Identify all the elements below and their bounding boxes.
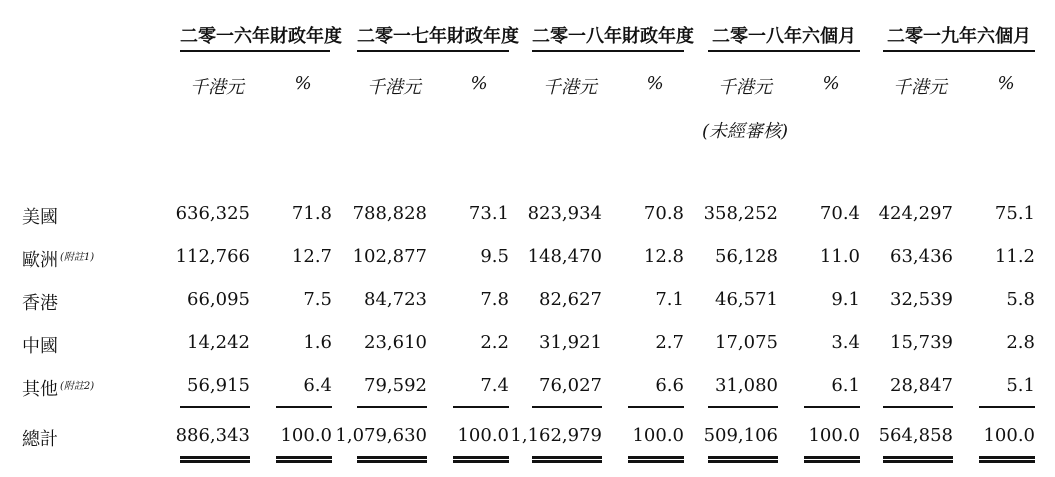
subtotal-rule — [979, 406, 1035, 408]
cell-percent: 11.2 — [994, 246, 1035, 267]
row-label-hongkong — [22, 289, 58, 315]
total-double-rule — [180, 456, 250, 463]
subtotal-rule — [883, 406, 953, 408]
header-underline-6m2019 — [883, 50, 1035, 52]
cell-amount: 15,739 — [890, 332, 953, 353]
pct-label: % — [646, 73, 664, 94]
header-fy2018: 二零一八年財政年度 — [532, 26, 694, 47]
cell-amount: 84,723 — [364, 289, 427, 310]
subtotal-rule — [180, 406, 250, 408]
footnote-ref: (附註2) — [60, 381, 95, 392]
cell-amount: 102,877 — [352, 246, 427, 267]
subtotal-rule — [804, 406, 860, 408]
cell-amount: 148,470 — [527, 246, 602, 267]
unit-label: 千港元 — [893, 77, 947, 98]
cell-amount: 63,436 — [890, 246, 953, 267]
total-percent: 100.0 — [280, 425, 332, 446]
cell-amount: 76,027 — [539, 375, 602, 396]
cell-amount: 358,252 — [703, 203, 778, 224]
total-percent: 100.0 — [457, 425, 509, 446]
cell-percent: 5.1 — [1006, 375, 1035, 396]
header-fy2016: 二零一六年財政年度 — [180, 26, 342, 47]
pct-label: % — [822, 73, 840, 94]
total-double-rule — [453, 456, 509, 463]
cell-percent: 5.8 — [1006, 289, 1035, 310]
total-amount: 1,162,979 — [510, 425, 602, 446]
cell-amount: 56,128 — [715, 246, 778, 267]
cell-amount: 46,571 — [715, 289, 778, 310]
header-underline-6m2018 — [708, 50, 860, 52]
header-underline-fy2018 — [532, 50, 684, 52]
cell-percent: 2.2 — [480, 332, 509, 353]
pct-label: % — [470, 73, 488, 94]
total-amount: 564,858 — [878, 425, 953, 446]
cell-amount: 424,297 — [878, 203, 953, 224]
total-double-rule — [276, 456, 332, 463]
cell-percent: 11.0 — [819, 246, 860, 267]
total-double-rule — [804, 456, 860, 463]
cell-percent: 71.8 — [291, 203, 332, 224]
total-double-rule — [532, 456, 602, 463]
cell-amount: 82,627 — [539, 289, 602, 310]
header-fy2017: 二零一七年財政年度 — [357, 26, 519, 47]
cell-percent: 6.4 — [303, 375, 332, 396]
cell-amount: 788,828 — [352, 203, 427, 224]
cell-percent: 1.6 — [303, 332, 332, 353]
cell-amount: 823,934 — [527, 203, 602, 224]
total-amount: 509,106 — [703, 425, 778, 446]
cell-percent: 70.4 — [819, 203, 860, 224]
cell-percent: 7.4 — [480, 375, 509, 396]
pct-label: % — [997, 73, 1015, 94]
cell-percent: 12.7 — [291, 246, 332, 267]
cell-percent: 3.4 — [831, 332, 860, 353]
row-label-others — [22, 375, 94, 401]
cell-percent: 2.8 — [1006, 332, 1035, 353]
row-label-china — [22, 332, 58, 358]
total-double-rule — [628, 456, 684, 463]
cell-percent: 6.1 — [831, 375, 860, 396]
cell-amount: 31,080 — [715, 375, 778, 396]
cell-amount: 79,592 — [364, 375, 427, 396]
header-6m2019: 二零一九年六個月 — [887, 26, 1031, 47]
row-label-text: 美國 — [22, 207, 58, 228]
total-double-rule — [979, 456, 1035, 463]
unit-label: 千港元 — [543, 77, 597, 98]
total-double-rule — [708, 456, 778, 463]
row-label-usa — [22, 203, 58, 229]
subtotal-rule — [628, 406, 684, 408]
cell-percent: 9.1 — [831, 289, 860, 310]
cell-amount: 14,242 — [187, 332, 250, 353]
cell-amount: 31,921 — [539, 332, 602, 353]
cell-percent: 7.1 — [655, 289, 684, 310]
cell-amount: 32,539 — [890, 289, 953, 310]
footnote-ref: (附註1) — [60, 252, 95, 263]
cell-percent: 7.8 — [480, 289, 509, 310]
total-percent: 100.0 — [808, 425, 860, 446]
header-6m2018: 二零一八年六個月 — [712, 26, 856, 47]
cell-percent: 75.1 — [994, 203, 1035, 224]
cell-amount: 17,075 — [715, 332, 778, 353]
subtotal-rule — [357, 406, 427, 408]
row-label-text: 其他 — [22, 379, 58, 400]
row-label-total — [22, 425, 58, 451]
total-amount: 1,079,630 — [335, 425, 427, 446]
cell-amount: 28,847 — [890, 375, 953, 396]
pct-label: % — [294, 73, 312, 94]
cell-amount: 636,325 — [175, 203, 250, 224]
cell-amount: 56,915 — [187, 375, 250, 396]
row-label-text: 香港 — [22, 293, 58, 314]
cell-percent: 7.5 — [303, 289, 332, 310]
total-amount: 886,343 — [175, 425, 250, 446]
cell-percent: 12.8 — [643, 246, 684, 267]
subtotal-rule — [453, 406, 509, 408]
total-double-rule — [883, 456, 953, 463]
unaudited-label: (未經審核) — [701, 121, 789, 142]
unit-label: 千港元 — [190, 77, 244, 98]
cell-percent: 9.5 — [480, 246, 509, 267]
header-underline-fy2016 — [180, 50, 330, 52]
total-double-rule — [357, 456, 427, 463]
total-percent: 100.0 — [983, 425, 1035, 446]
cell-amount: 23,610 — [364, 332, 427, 353]
cell-amount: 112,766 — [175, 246, 250, 267]
total-percent: 100.0 — [632, 425, 684, 446]
subtotal-rule — [708, 406, 778, 408]
subtotal-rule — [532, 406, 602, 408]
cell-percent: 70.8 — [643, 203, 684, 224]
row-label-text: 總計 — [22, 429, 58, 450]
cell-percent: 2.7 — [655, 332, 684, 353]
row-label-europe — [22, 246, 94, 272]
cell-percent: 73.1 — [468, 203, 509, 224]
row-label-text: 歐洲 — [22, 250, 58, 271]
subtotal-rule — [276, 406, 332, 408]
cell-amount: 66,095 — [187, 289, 250, 310]
row-label-text: 中國 — [22, 336, 58, 357]
unit-label: 千港元 — [718, 77, 772, 98]
header-underline-fy2017 — [357, 50, 509, 52]
unit-label: 千港元 — [367, 77, 421, 98]
cell-percent: 6.6 — [655, 375, 684, 396]
